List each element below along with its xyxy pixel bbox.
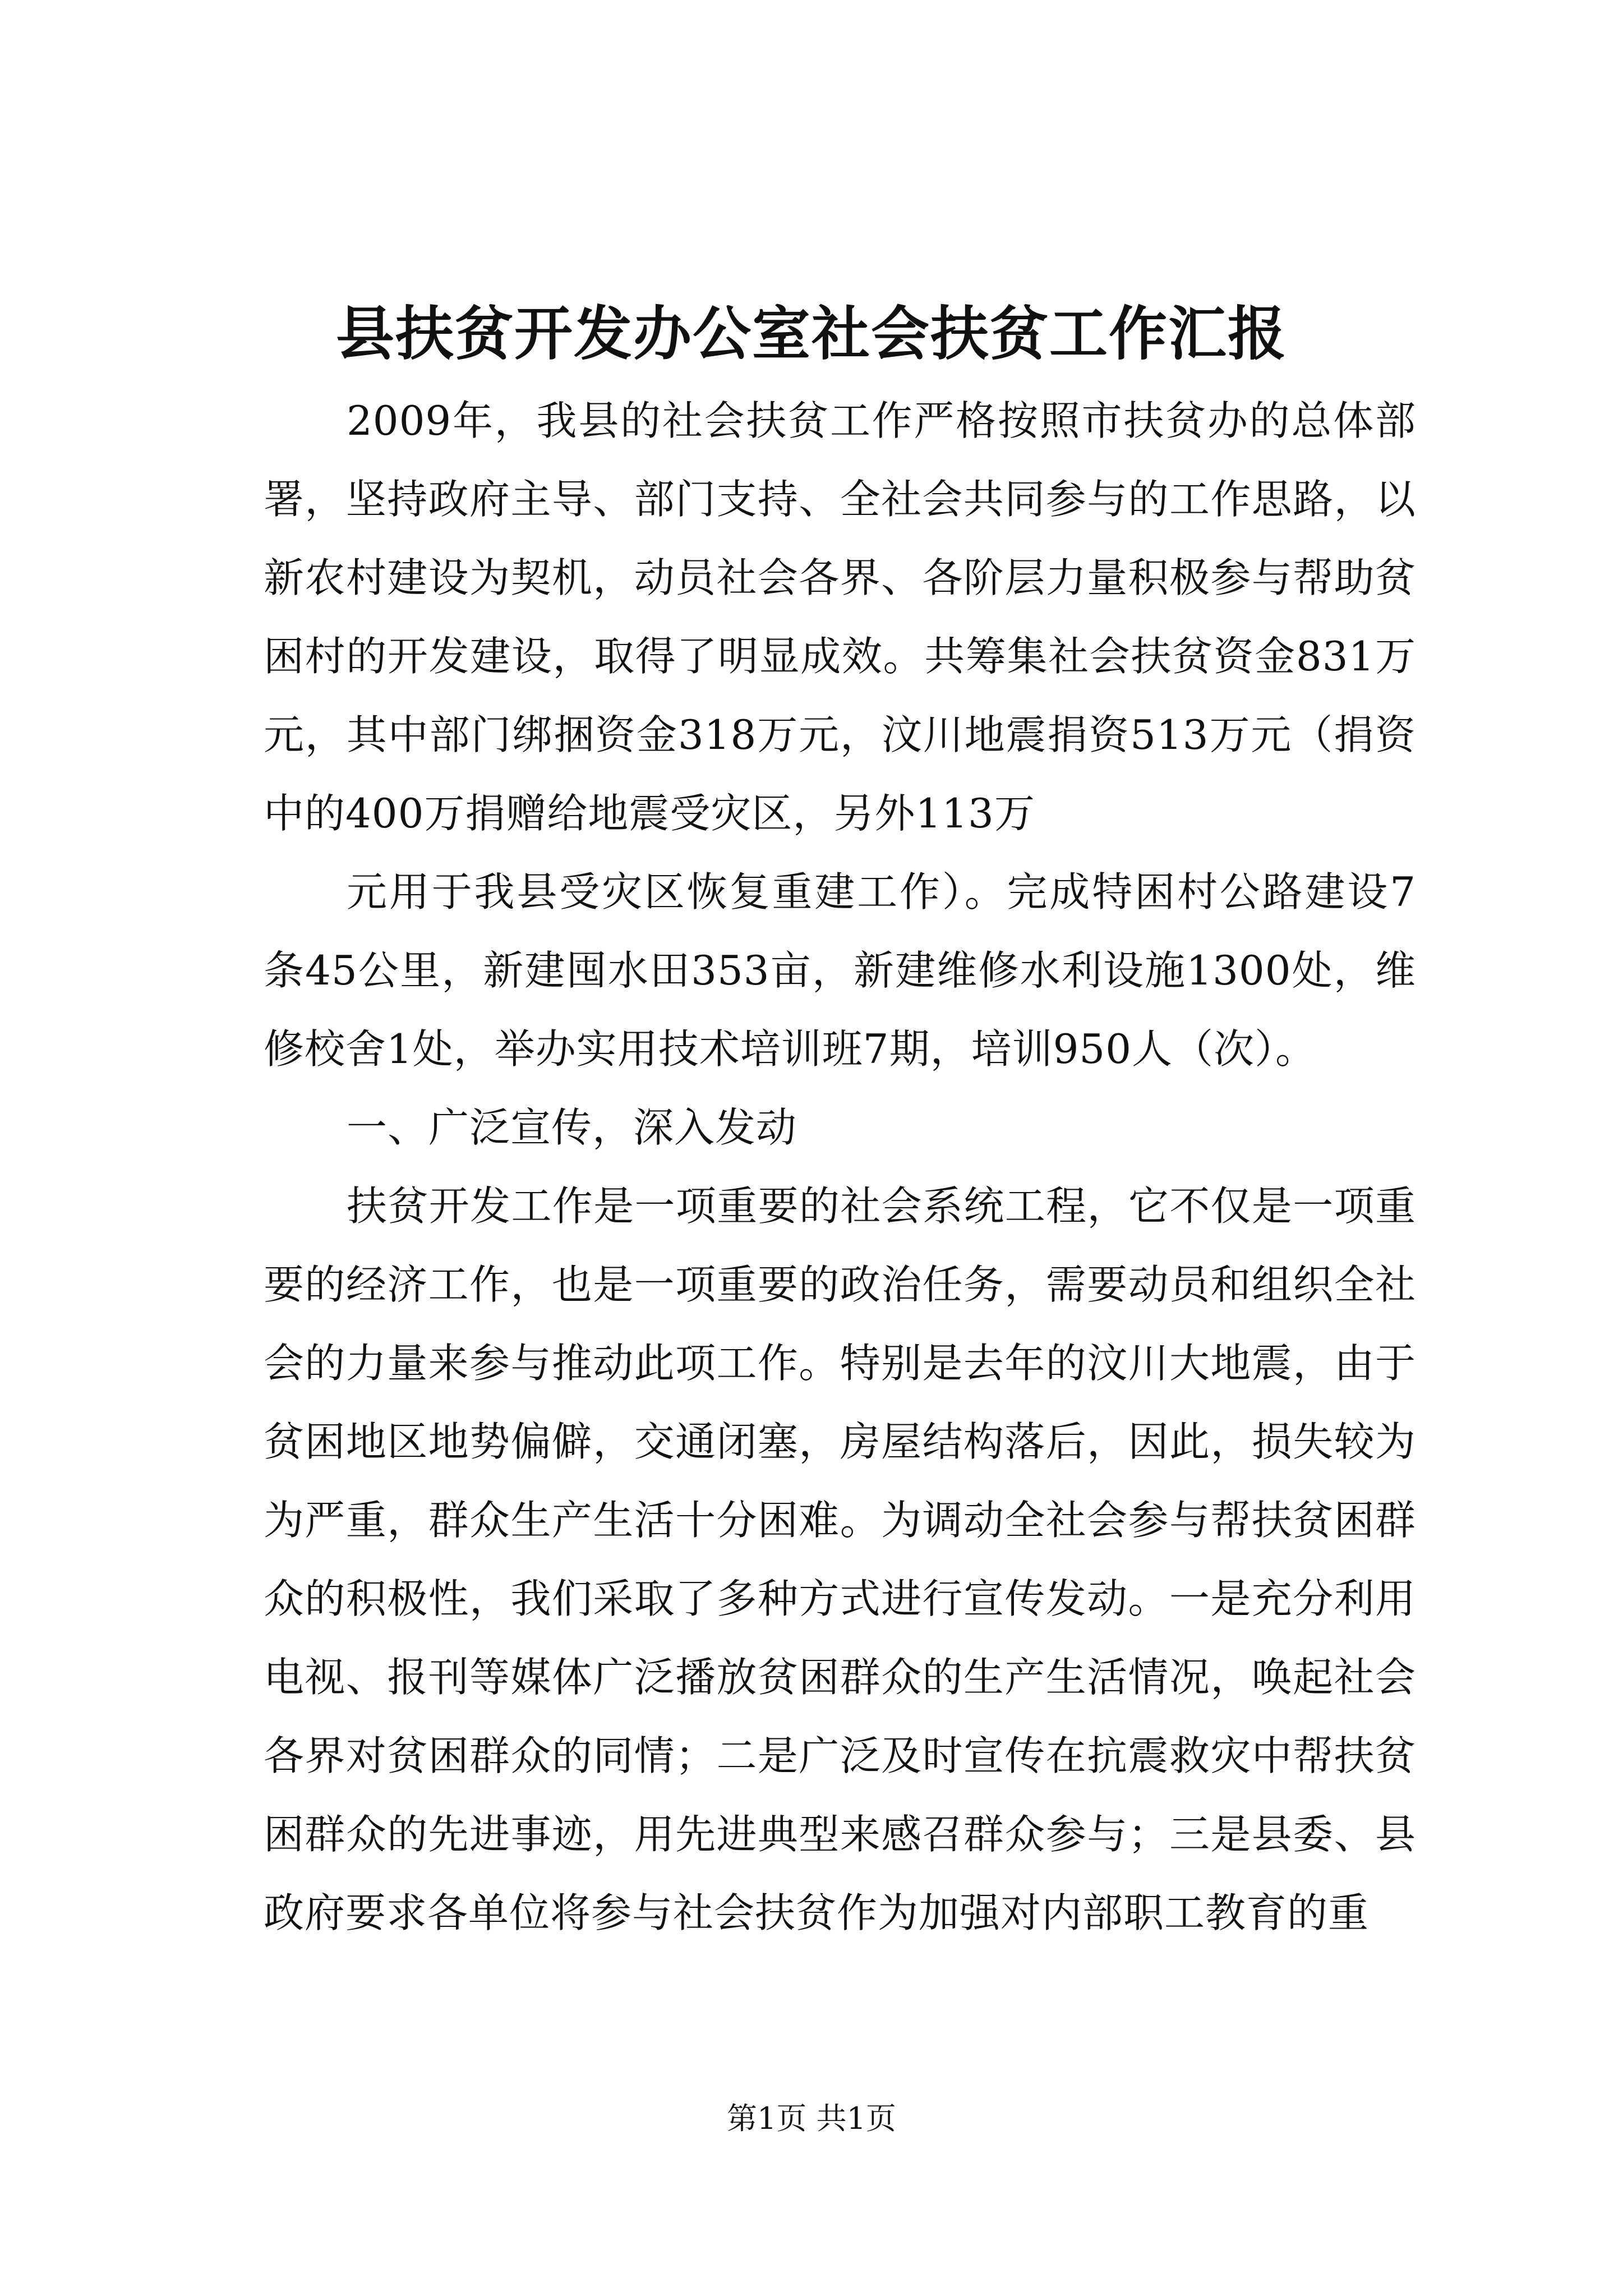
paragraph-results: 元用于我县受灾区恢复重建工作）。完成特困村公路建设7条45公里，新建囤水田353亩，新建维修水利设施1300处，维修校舍1处，举办实用技术培训班7期，培训950人（次）。 [264,868,1416,1073]
document-title: 县扶贫开发办公室社会扶贫工作汇报 [335,299,1287,368]
section-heading: 一、广泛宣传，深入发动 [347,1104,797,1151]
page-footer: 第1页 共1页 [727,2101,896,2136]
paragraph-intro: 2009年，我县的社会扶贫工作严格按照市扶贫办的总体部署，坚持政府主导、部门支持、全社会共同参与的工作思路，以新农村建设为契机，动员社会各界、各阶层力量积极参与帮助贫困村的开发建设，取得了明显成效。共筹集社会扶贫资金831万元，其中部门绑捆资金318万元，汶川地震捐资513万元（捐资中的400万捐赠给地震受灾区，另外113万 [264,397,1416,837]
paragraph-section-body: 扶贫开发工作是一项重要的社会系统工程，它不仅是一项重要的经济工作，也是一项重要的政治任务，需要动员和组织全社会的力量来参与推动此项工作。特别是去年的汶川大地震，由于贫困地区地势偏僻，交通闭塞，房屋结构落后，因此，损失较为为严重，群众生产生活十分困难。为调动全社会参与帮扶贫困群众的积极性，我们采取了多种方式进行宣传发动。一是充分利用电视、报刊等媒体广泛播放贫困群众的生产生活情况，唤起社会各界对贫困群众的同情；二是广泛及时宣传在抗震救灾中帮扶贫困群众的先进事迹，用先进典型来感召群众参与；三是县委、县政府要求各单位将参与社会扶贫作为加强对内部职工教育的重 [264,1182,1416,1936]
document-body [264,381,1416,1952]
